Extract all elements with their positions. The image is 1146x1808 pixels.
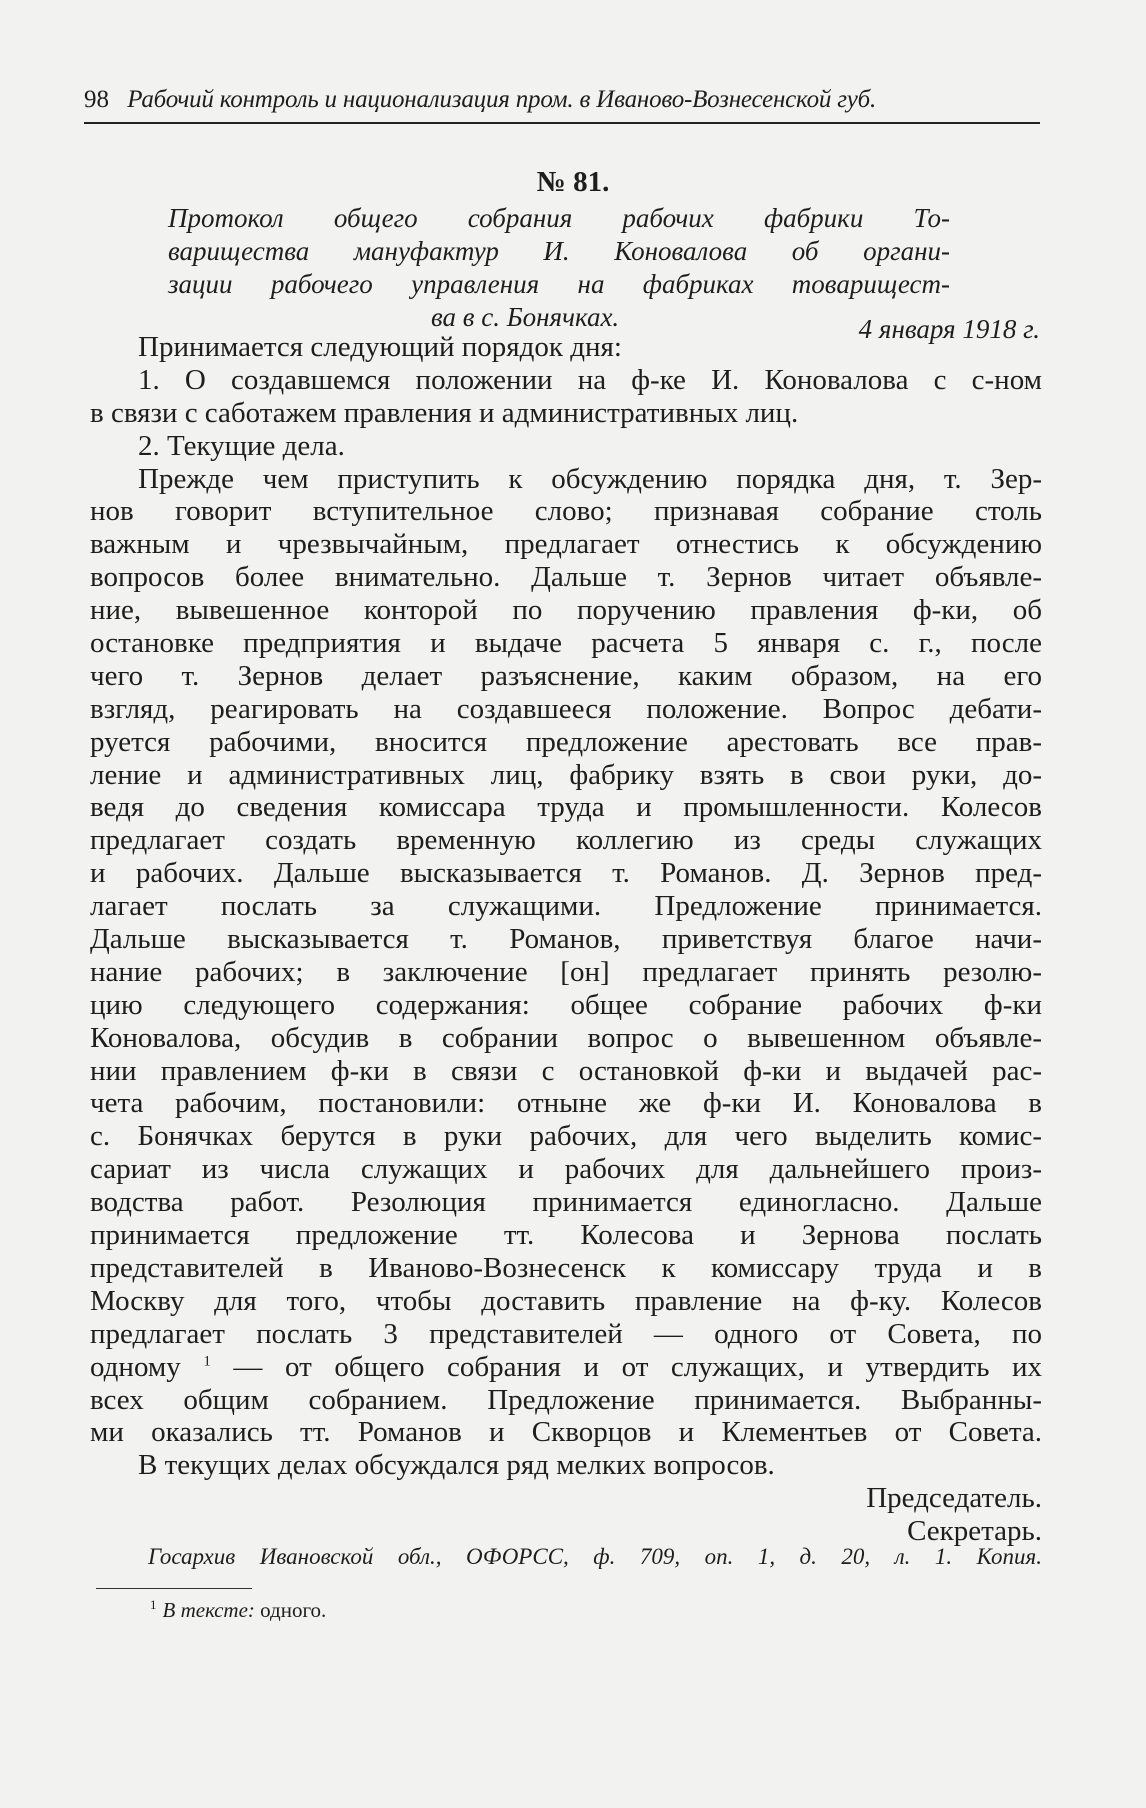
body-line: ление и административных лиц, фабрику взять в свои руки, до-	[90, 758, 1042, 791]
signature-secretary: Секретарь.	[907, 1515, 1042, 1548]
body-line-with-footnote	[90, 1351, 1042, 1384]
body-line: руется рабочими, вносится предложение арестовать все прав-	[90, 725, 1042, 758]
body-line: важным и чрезвычайным, предлагает отнестись к обсуждению	[90, 528, 1042, 561]
document-title	[168, 202, 950, 334]
footnote-label: В тексте:	[162, 1598, 255, 1622]
body-line: предлагает создать временную коллегию из среды служащих	[90, 824, 1042, 857]
body-line: 2. Текущие дела.	[138, 429, 345, 462]
signature-chairman: Председатель.	[866, 1482, 1042, 1515]
body-line: чего т. Зернов делает разъяснение, каким образом, на его	[90, 659, 1042, 692]
title-line: Протокол общего собрания рабочих фабрики То-	[168, 203, 950, 233]
running-title: Рабочий контроль и национализация пром. в Иваново-Вознесенской губ.	[127, 86, 877, 113]
body-line: ведя до сведения комиссара труда и промышленности. Колесов	[90, 791, 1042, 824]
body-line: 1. О создавшемся положении на ф-ке И. Коновалова с с-ном	[138, 363, 1042, 396]
body-line: принимается предложение тт. Колесова и Зернова послать	[90, 1219, 1042, 1252]
header-rule	[84, 122, 1040, 124]
body-line: В текущих делах обсуждался ряд мелких вопросов.	[138, 1449, 775, 1482]
document-number: № 81.	[536, 166, 610, 198]
body-line: предлагает послать 3 представителей — одного от Совета, по	[90, 1317, 1042, 1350]
footnote	[150, 1597, 326, 1623]
body-line: Дальше высказывается т. Романов, приветствуя благое начи-	[90, 923, 1042, 956]
body-line: лагает послать за служащими. Предложение принимается.	[90, 890, 1042, 923]
body-line: Принимается следующий порядок дня:	[138, 331, 622, 363]
body-line: сариат из числа служащих и рабочих для дальнейшего произ-	[90, 1153, 1042, 1186]
body-line: Коновалова, обсудив в собрании вопрос о вывешенном объявле-	[90, 1021, 1042, 1054]
body-text: одному	[90, 1350, 181, 1383]
body-line: нов говорит вступительное слово; признавая собрание столь	[90, 495, 1042, 528]
footnote-rule	[96, 1588, 252, 1589]
body-line: нии правлением ф-ки в связи с остановкой ф-ки и выдачей рас-	[90, 1054, 1042, 1087]
body-line: цию следующего содержания: общее собрание рабочих ф-ки	[90, 988, 1042, 1021]
body-text: — от общего собрания и от служащих, и утвердить их	[233, 1350, 1042, 1383]
body-line: водства работ. Резолюция принимается единогласно. Дальше	[90, 1186, 1042, 1219]
body-line: представителей в Иваново-Вознесенск к комиссару труда и в	[90, 1251, 1042, 1284]
body-line: остановке предприятия и выдаче расчета 5 января с. г., после	[90, 627, 1042, 660]
body-line: с. Бонячках берутся в руки рабочих, для чего выделить комис-	[90, 1120, 1042, 1153]
body-line: чета рабочим, постановили: отныне же ф-ки И. Коновалова в	[90, 1087, 1042, 1120]
body-line: Прежде чем приступить к обсуждению порядка дня, т. Зер-	[138, 462, 1042, 495]
body-line: вопросов более внимательно. Дальше т. Зернов читает объявле-	[90, 561, 1042, 594]
body-line: всех общим собранием. Предложение принимается. Выбранны-	[90, 1383, 1042, 1416]
body-line: взгляд, реагировать на создавшееся положение. Вопрос дебати-	[90, 692, 1042, 725]
footnote-mark: 1	[150, 1597, 157, 1612]
title-line: ва в с. Бонячках.	[431, 302, 620, 332]
footnote-reference: 1	[203, 1352, 211, 1369]
body-line: в связи с саботажем правления и административных лиц.	[90, 396, 799, 429]
body-line: ние, вывешенное конторой по поручению правления ф-ки, об	[90, 594, 1042, 627]
running-header	[84, 86, 1040, 120]
page-number: 98	[84, 86, 109, 113]
archive-source: Госархив Ивановской обл., ОФОРСС, ф. 709, оп. 1, д. 20, л. 1. Копия.	[148, 1544, 1042, 1569]
body-line: и рабочих. Дальше высказывается т. Романов. Д. Зернов пред-	[90, 857, 1042, 890]
body-line: Москву для того, чтобы доставить правление на ф-ку. Колесов	[90, 1284, 1042, 1317]
title-line: варищества мануфактур И. Коновалова об органи-	[168, 236, 950, 266]
document-body	[90, 331, 1042, 1548]
footnote-text: одного.	[260, 1598, 327, 1622]
title-line: зации рабочего управления на фабриках товарищест-	[168, 269, 950, 299]
document-date: 4 января 1918 г.	[858, 314, 1040, 344]
body-line: нание рабочих; в заключение [он] предлагает принять резолю-	[90, 955, 1042, 988]
body-line: ми оказались тт. Романов и Скворцов и Клементьев от Совета.	[90, 1416, 1042, 1449]
